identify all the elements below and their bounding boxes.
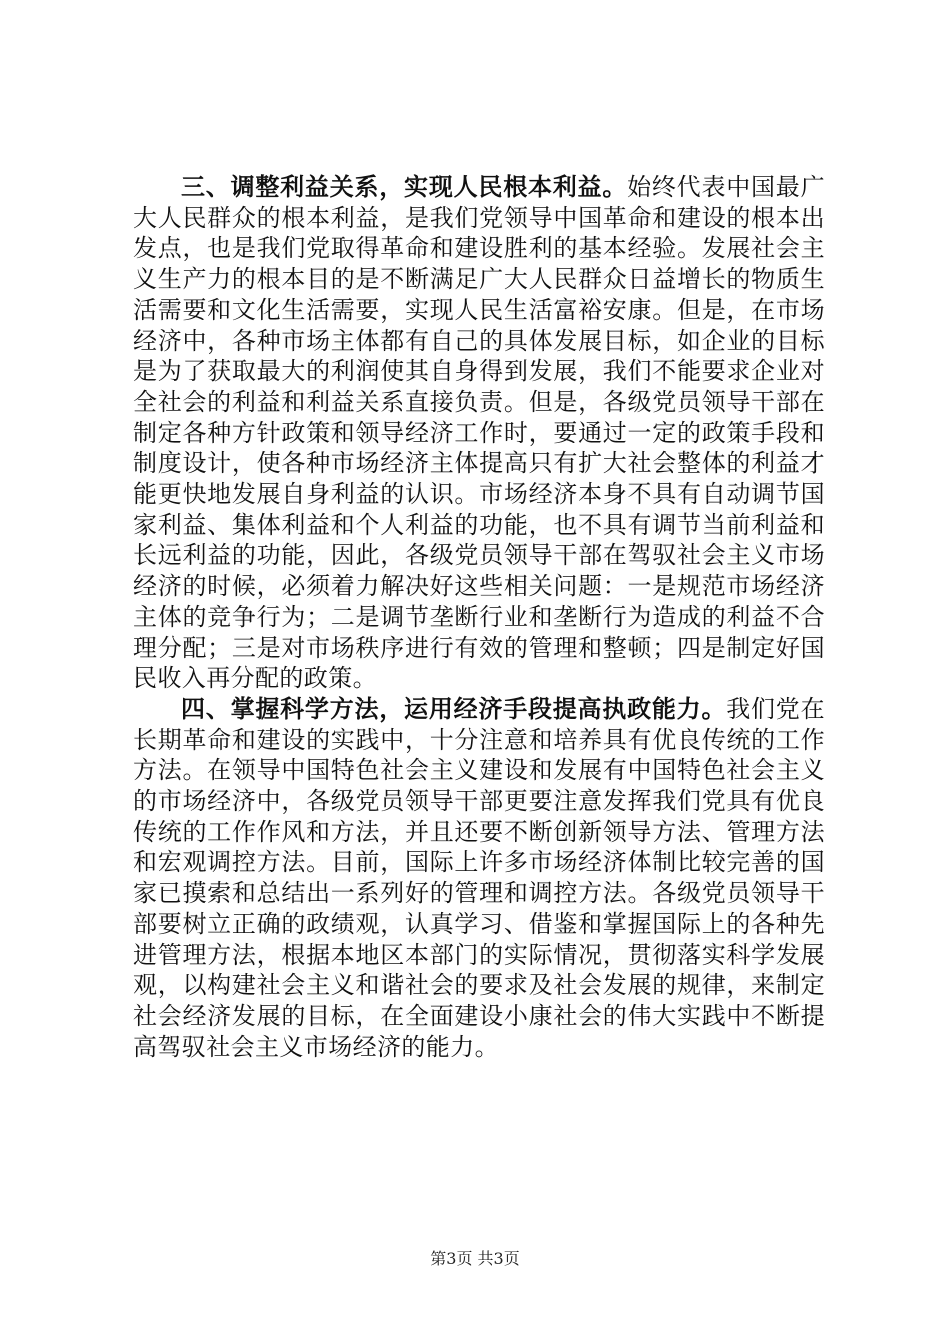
- paragraph-heading: 四、掌握科学方法，运用经济手段提高执政能力。: [181, 693, 727, 723]
- paragraph-text: 我们党在长期革命和建设的实践中，十分注意和培养具有优良传统的工作方法。在领导中国特色社会主义建设和发展有中国特色社会主义的市场经济中，各级党员领导干部更要注意发挥我们党具有优良传统的工作作风和方法，并且还要不断创新领导方法、管理方法和宏观调控方法。目前，国际上许多市场经济体制比较完善的国家已摸索和总结出一系列好的管理和调控方法。各级党员领导干部要树立正确的政绩观，认真学习、借鉴和掌握国际上的各种先进管理方法，根据本地区本部门的实际情况，贯彻落实科学发展观，以构建社会主义和谐社会的要求及社会发展的规律，来制定社会经济发展的目标，在全面建设小康社会的伟大实践中不断提高驾驭社会主义市场经济的能力。: [133, 694, 825, 1061]
- page-footer: 第3页 共3页: [430, 1249, 520, 1268]
- paragraph-text: 始终代表中国最广大人民群众的根本利益，是我们党领导中国革命和建设的根本出发点，也是我们党取得革命和建设胜利的基本经验。发展社会主义生产力的根本目的是不断满足广大人民群众日益增长的物质生活需要和文化生活需要，实现人民生活富裕安康。但是，在市场经济中，各种市场主体都有自己的具体发展目标，如企业的目标是为了获取最大的利润使其自身得到发展，我们不能要求企业对全社会的利益和利益关系直接负责。但是，各级党员领导干部在制定各种方针政策和领导经济工作时，要通过一定的政策手段和制度设计，使各种市场经济主体提高只有扩大社会整体的利益才能更快地发展自身利益的认识。市场经济本身不具有自动调节国家利益、集体利益和个人利益的功能，也不具有调节当前利益和长远利益的功能，因此，各级党员领导干部在驾驭社会主义市场经济的时候，必须着力解决好这些相关问题：一是规范市场经济主体的竞争行为；二是调节垄断行业和垄断行为造成的利益不合理分配；三是对市场秩序进行有效的管理和整顿；四是制定好国民收入再分配的政策。: [133, 173, 825, 693]
- paragraph-heading: 三、调整利益关系，实现人民根本利益。: [181, 172, 628, 201]
- document-body: [133, 172, 825, 1062]
- paragraph-section-3: [133, 172, 825, 694]
- paragraph-section-4: [133, 694, 825, 1062]
